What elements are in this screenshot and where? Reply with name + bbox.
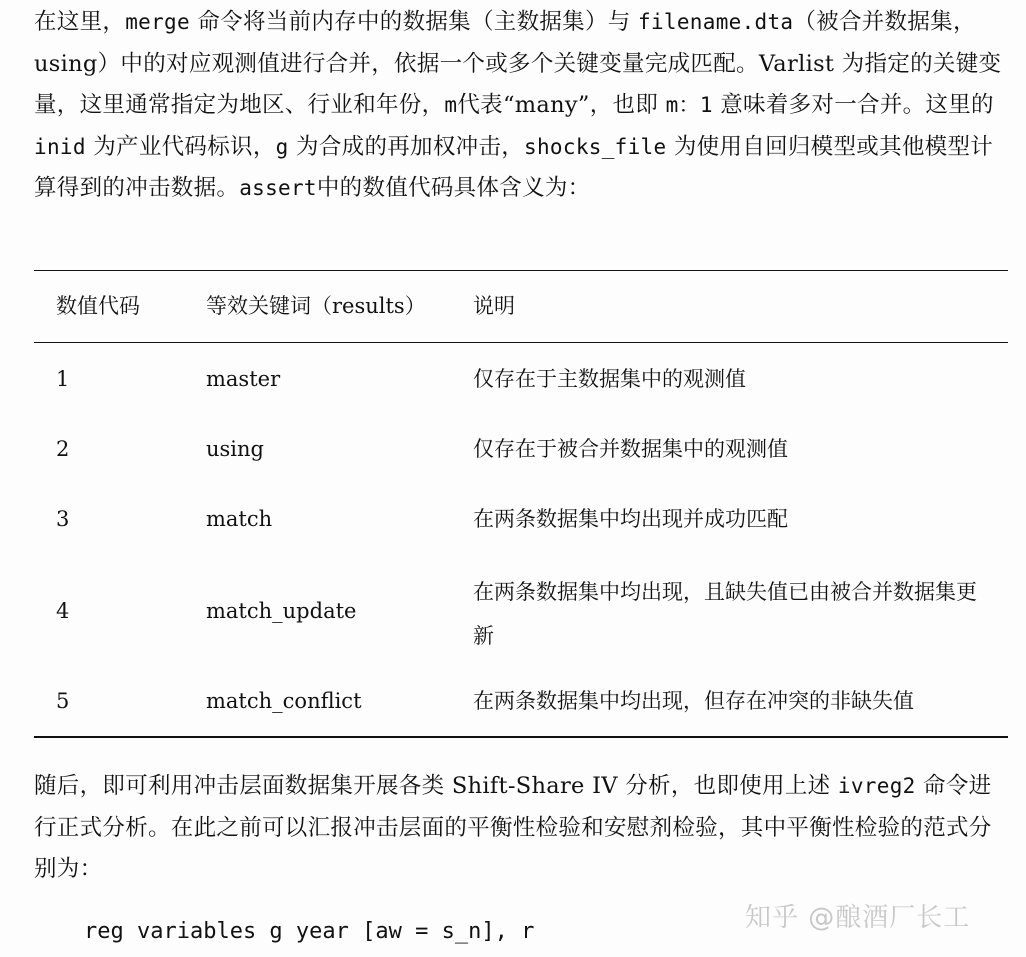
text: 中的数值代码具体含义为： [316,175,591,201]
table-header-rule [34,342,1008,343]
row-desc: 在两条数据集中均出现并成功匹配 [473,507,788,531]
code-m1: m：1 [665,93,713,117]
row-keyword: match_conflict [206,689,362,713]
code-ivreg2: ivreg2 [837,774,916,798]
code-inid: inid [34,134,86,159]
text: 意味着多对一合并。这里的 [712,92,994,118]
code-m: m [444,93,458,117]
text: 在这里， [34,9,126,35]
text: 命令将当前内存中的数据集（主数据集）与 [189,9,639,35]
text: 为产业代码标识， [85,133,276,160]
text: 命令进行正式分析。在此之前可以汇报冲击层面的平衡性检验和安慰剂检验，其中平衡性检验的范式分别为： [34,773,992,882]
text: （被合并数据集，using）中的对应观测值进行合并，依据一个或多个关键变量完成匹配。Varlist 为指定的关键变量，这里通常指定为地区、行业和年份， [34,9,1002,118]
row-code: 5 [56,689,70,713]
followup-paragraph [34,766,1009,891]
text: 为合成的再加权冲击， [288,133,525,160]
row-desc: 仅存在于被合并数据集中的观测值 [473,437,788,461]
row-keyword: match_update [206,599,357,623]
row-keyword: match [206,507,273,531]
header-code: 数值代码 [56,294,140,318]
row-code: 2 [56,437,70,461]
code-merge: merge [125,10,190,34]
row-code: 4 [56,599,70,623]
header-keyword: 等效关键词（results） [206,294,426,318]
text: 代表“many”，也即 [457,92,666,118]
row-keyword: master [206,367,281,391]
text: 随后，即可利用冲击层面数据集开展各类 Shift-Share IV 分析，也即使用上述 [34,773,838,799]
row-desc: 仅存在于主数据集中的观测值 [473,367,746,391]
intro-paragraph [34,2,1009,210]
row-code: 1 [56,367,70,391]
code-line: reg variables g year [aw = s_n], r [84,919,535,944]
table-top-rule [34,270,1008,271]
text: 为使用自回归模型或其他模型计算得到的冲击数据。 [34,133,994,201]
watermark: 知乎 @酿酒厂长工 [745,903,971,933]
code-shocks-file: shocks_file [524,134,667,159]
row-desc: 在两条数据集中均出现，但存在冲突的非缺失值 [473,689,914,713]
code-g: g [275,134,289,159]
code-assert: assert [239,176,317,200]
header-desc: 说明 [473,294,515,318]
row-code: 3 [56,507,70,531]
table-bottom-rule [34,736,1008,738]
code-filename: filename.dta [638,10,794,34]
row-keyword: using [206,437,264,461]
row-desc: 在两条数据集中均出现，且缺失值已由被合并数据集更新 [473,580,977,648]
